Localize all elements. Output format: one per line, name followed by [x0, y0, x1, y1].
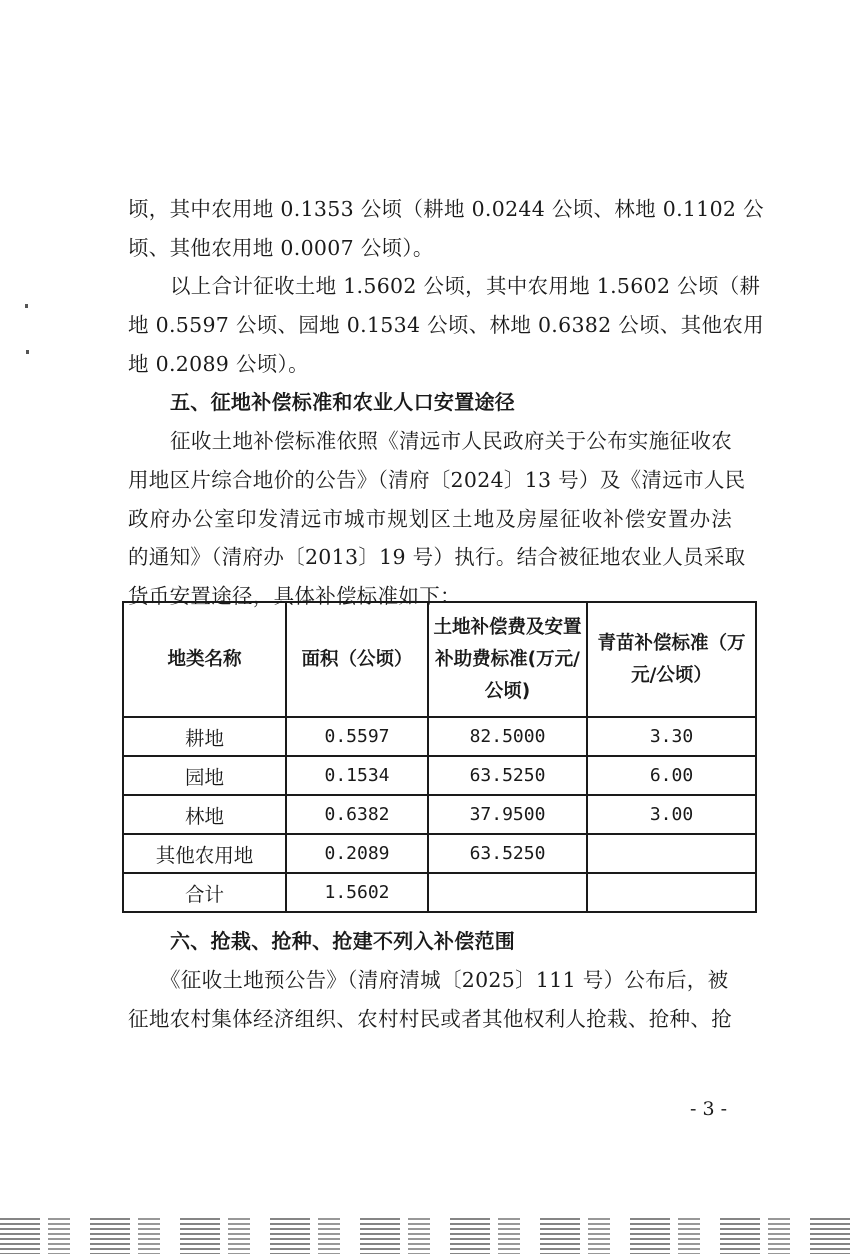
cell-crop-compensation: 6.00: [587, 756, 756, 795]
table-row: [123, 717, 756, 756]
cell-land-compensation: [428, 873, 587, 912]
cell-area: 1.5602: [286, 873, 428, 912]
cell-area: 0.1534: [286, 756, 428, 795]
paragraph-line: 的通知》（清府办〔2013〕19 号）执行。结合被征地农业人员采取: [128, 545, 746, 569]
paragraph-line: 征地农村集体经济组织、农村村民或者其他权利人抢栽、抢种、抢: [128, 1007, 732, 1031]
paragraph-line: 征收土地补偿标准依照《清远市人民政府关于公布实施征收农: [170, 429, 732, 453]
page-number: - 3 -: [690, 1098, 728, 1120]
scan-artifact: [25, 304, 28, 308]
cell-land-compensation: 82.5000: [428, 717, 587, 756]
table-row: [123, 756, 756, 795]
cell-land-type: 园地: [123, 756, 286, 795]
paragraph-line: 顷、其他农用地 0.0007 公顷）。: [128, 236, 434, 260]
cell-area: 0.6382: [286, 795, 428, 834]
paragraph-line: 政府办公室印发清远市城市规划区土地及房屋征收补偿安置办法: [128, 507, 732, 531]
table-row-total: [123, 873, 756, 912]
compensation-table: [122, 601, 757, 913]
cell-land-compensation: 63.5250: [428, 834, 587, 873]
cell-area: 0.2089: [286, 834, 428, 873]
paragraph-line: 地 0.5597 公顷、园地 0.1534 公顷、林地 0.6382 公顷、其他农用: [128, 313, 764, 337]
scan-artifact: [26, 350, 29, 354]
paragraph-line: 《征收土地预公告》（清府清城〔2025〕111 号）公布后，被: [160, 968, 729, 992]
paragraph-line: 货币安置途径，具体补偿标准如下：: [128, 584, 461, 608]
header-area: 面积（公顷）: [286, 602, 428, 717]
cell-crop-compensation: [587, 873, 756, 912]
cell-area: 0.5597: [286, 717, 428, 756]
section-heading-5: 五、征地补偿标准和农业人口安置途径: [170, 390, 516, 414]
cell-land-type: 林地: [123, 795, 286, 834]
section-heading-6: 六、抢栽、抢种、抢建不列入补偿范围: [170, 929, 516, 953]
table-header-row: [123, 602, 756, 717]
paragraph-line: 以上合计征收土地 1.5602 公顷，其中农用地 1.5602 公顷（耕: [170, 274, 761, 298]
table-row: [123, 795, 756, 834]
scan-artifact-edge: [0, 1218, 850, 1254]
header-land-type: 地类名称: [123, 602, 286, 717]
cell-land-type: 其他农用地: [123, 834, 286, 873]
cell-crop-compensation: 3.30: [587, 717, 756, 756]
cell-land-compensation: 63.5250: [428, 756, 587, 795]
paragraph-line: 顷，其中农用地 0.1353 公顷（耕地 0.0244 公顷、林地 0.1102 公: [128, 197, 764, 221]
header-crop-compensation: 青苗补偿标准（万元/公顷）: [587, 602, 756, 717]
paragraph-line: 地 0.2089 公顷）。: [128, 352, 309, 376]
cell-land-type: 耕地: [123, 717, 286, 756]
header-land-compensation: 土地补偿费及安置补助费标准(万元/公顷): [428, 602, 587, 717]
cell-land-compensation: 37.9500: [428, 795, 587, 834]
cell-land-type: 合计: [123, 873, 286, 912]
cell-crop-compensation: 3.00: [587, 795, 756, 834]
paragraph-line: 用地区片综合地价的公告》（清府〔2024〕13 号）及《清远市人民: [128, 468, 746, 492]
table-row: [123, 834, 756, 873]
cell-crop-compensation: [587, 834, 756, 873]
